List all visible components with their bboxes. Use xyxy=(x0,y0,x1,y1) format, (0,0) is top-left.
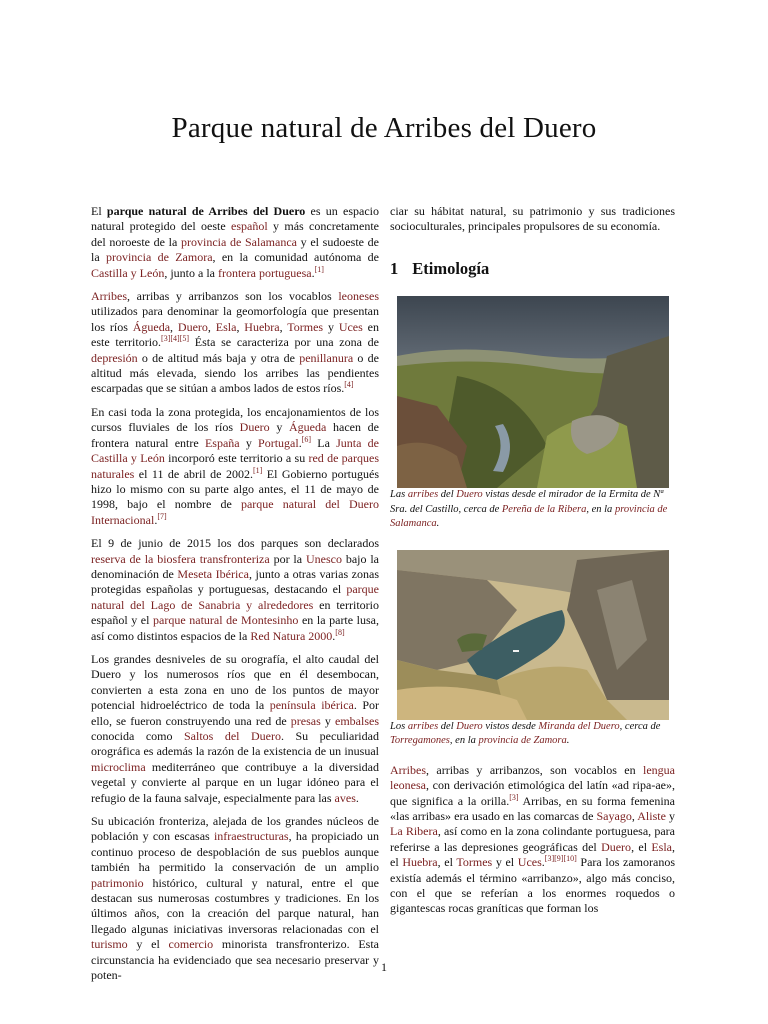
wiki-link[interactable]: microclima xyxy=(91,759,146,774)
wiki-link[interactable]: provincia de Salamanca xyxy=(390,503,668,530)
text-run: , arribas y arribanzos son los vocablos xyxy=(127,289,339,304)
wiki-link[interactable]: Duero xyxy=(239,420,270,435)
text-run: y xyxy=(269,420,290,435)
section-title: Etimología xyxy=(412,258,490,278)
text-run: hacen de frontera natural entre xyxy=(91,420,379,450)
text-run: vistos desde xyxy=(482,720,539,732)
paragraph-etimologia xyxy=(390,763,675,917)
text-run: , junto a la xyxy=(164,265,218,280)
right-column xyxy=(390,204,675,925)
text-run: . Su peculiaridad orográfica es además la razón de la existencia de un inusual xyxy=(91,729,379,759)
wiki-link[interactable]: turismo xyxy=(91,937,128,952)
wiki-link[interactable]: provincia de Salamanca xyxy=(181,234,297,249)
paragraph-biosfera xyxy=(91,536,379,644)
text-run: en territorio español y el xyxy=(91,597,379,628)
text-run: . xyxy=(311,265,315,280)
citation-reference[interactable]: [1] xyxy=(252,465,263,475)
wiki-link[interactable]: Miranda del Duero xyxy=(538,720,620,732)
text-run: El xyxy=(91,204,107,218)
wiki-link[interactable]: parque natural del Duero Internacional xyxy=(91,497,379,527)
text-run: mediterráneo que contribuye a la diversidad vegetal y convierte al parque en un lugar idóneo para el refugio de la fauna salvaje, especialmente para las xyxy=(91,759,379,805)
paragraph-frontera xyxy=(91,405,379,528)
wiki-link[interactable]: arribes xyxy=(407,720,439,732)
text-run: y más concretamente del noroeste de la xyxy=(91,219,379,249)
wiki-link[interactable]: Duero xyxy=(177,319,208,334)
citation-reference[interactable]: [3][9][10] xyxy=(544,854,577,864)
paragraph-orografia xyxy=(91,652,379,806)
wiki-link[interactable]: Tormes xyxy=(287,319,324,334)
wiki-link[interactable]: provincia de Zamora xyxy=(478,735,567,747)
wiki-link[interactable]: Portugal xyxy=(258,435,299,450)
wiki-link[interactable]: Huebra xyxy=(402,855,438,870)
text-run: , xyxy=(279,319,288,334)
wiki-link[interactable]: penillanura xyxy=(299,350,354,365)
text-run: , ha propiciado un continuo proceso de despoblación de sus pueblos aunque también ha permitido la conservación de un amplio xyxy=(91,829,379,875)
wiki-link[interactable]: Uces xyxy=(517,855,542,870)
text-run: , xyxy=(207,319,216,334)
text-run: por la xyxy=(269,551,306,566)
wiki-link[interactable]: Águeda xyxy=(289,420,327,435)
citation-reference[interactable]: [3] xyxy=(509,792,519,802)
text-run: . xyxy=(332,628,336,643)
citation-reference[interactable]: [8] xyxy=(335,627,345,637)
text-run: , en la xyxy=(449,735,479,747)
citation-reference[interactable]: [1] xyxy=(314,264,324,274)
paragraph-arribes xyxy=(91,289,379,397)
paragraph-intro xyxy=(91,204,379,281)
wiki-link[interactable]: Aliste xyxy=(637,808,666,823)
wiki-link[interactable]: reserva de la biosfera transfronteriza xyxy=(91,551,270,566)
wiki-link[interactable]: Uces xyxy=(338,319,363,334)
text-run: . xyxy=(298,435,302,450)
text-run: , en la comunidad autónoma de xyxy=(212,250,379,265)
figure-salamanca xyxy=(390,296,675,532)
wiki-link[interactable]: comercio xyxy=(168,937,214,952)
text-run: y xyxy=(665,808,675,823)
figure-zamora xyxy=(390,550,675,749)
text-run: La xyxy=(311,435,337,450)
wiki-link[interactable]: español xyxy=(231,219,268,234)
text-run: . xyxy=(154,512,158,527)
wiki-link[interactable]: Esla xyxy=(215,319,237,334)
wiki-link[interactable]: Pereña de la Ribera xyxy=(501,503,587,515)
text-run: es un espacio natural protegido del oeste xyxy=(91,204,379,234)
text-run: . xyxy=(566,735,570,747)
text-run: y el xyxy=(492,855,518,870)
text-run: . xyxy=(541,855,545,870)
citation-reference[interactable]: [4] xyxy=(344,380,354,390)
bold-text: parque natural de Arribes del Duero xyxy=(106,204,306,218)
wiki-link[interactable]: Unesco xyxy=(305,551,342,566)
text-run: , así como en la zona colindante portuguesa, para referirse a las depresiones geográficas del xyxy=(390,824,675,854)
figure-caption-salamanca xyxy=(390,488,675,532)
wiki-link[interactable]: Tormes xyxy=(456,855,493,870)
wiki-link[interactable]: Águeda xyxy=(132,319,171,334)
wiki-link[interactable]: leoneses xyxy=(338,289,379,304)
wiki-link[interactable]: Arribes xyxy=(91,289,127,304)
text-run: o de altitud más baja y otra de xyxy=(137,350,300,365)
wiki-link[interactable]: Duero xyxy=(456,489,483,501)
text-run: y xyxy=(320,713,336,728)
text-run: histórico, cultural y natural, entre el que destacan sus numerosas costumbres y tradiciones. En los últimos años, con la creación del parque natural, han llegado algunas iniciativas inversoras relacionadas con el xyxy=(91,875,379,936)
photo-arribes-zamora xyxy=(397,550,669,720)
text-run: del xyxy=(438,720,457,732)
wiki-link[interactable]: red de parques naturales xyxy=(91,451,379,481)
text-run: Los xyxy=(390,720,408,732)
wiki-link[interactable]: Duero xyxy=(456,720,483,732)
wiki-link[interactable]: parque natural del Lago de Sanabria y alrededores xyxy=(91,582,379,612)
text-run: y el sudoeste de la xyxy=(91,234,379,265)
text-run: y el xyxy=(127,937,169,952)
text-run: . xyxy=(436,518,440,530)
wiki-link[interactable]: Sayago xyxy=(596,808,632,823)
text-run: , arribas y arribanzos, son vocablos en xyxy=(426,762,643,777)
wiki-link[interactable]: Torregamones xyxy=(390,735,450,747)
wiki-link[interactable]: Arribes xyxy=(390,762,426,777)
wiki-link[interactable]: Duero xyxy=(601,839,632,854)
left-column xyxy=(91,204,379,992)
wiki-link[interactable]: Saltos del Duero xyxy=(183,729,281,743)
wiki-link[interactable]: Red Natura 2000 xyxy=(250,628,333,643)
text-run: , el xyxy=(631,839,652,854)
text-run: utilizados para denominar la geomorfología que presentan los ríos xyxy=(91,304,379,334)
text-run: , xyxy=(236,319,245,334)
wiki-link[interactable]: aves xyxy=(334,790,356,805)
text-run: minorista transfronterizo. Esta circunstancia ha evidenciado que sea necesario preservar y poten- xyxy=(91,937,379,983)
text-run: , el xyxy=(390,839,675,870)
text-run: , en la xyxy=(586,503,615,515)
text-run: Para los zamoranos existía además el término «arribanzo», algo más conciso, con el que se referían a los enormes roquedos o gigantescas rocas graníticas que forman los xyxy=(390,855,675,916)
page-title: Parque natural de Arribes del Duero xyxy=(171,112,597,144)
wiki-link[interactable]: parque natural de Montesinho xyxy=(153,613,299,628)
text-run: , junto a otras varias zonas protegidas españolas y portuguesas, destacando el xyxy=(91,566,379,597)
wiki-link[interactable]: provincia de Zamora xyxy=(105,250,213,265)
text-run: Arribas, en su forma femenina «las arribas» era usado en las comarcas de xyxy=(390,793,675,823)
text-run: bajo la denominación de xyxy=(91,551,379,581)
wiki-link[interactable]: lengua leonesa xyxy=(390,762,675,793)
text-run: Su ubicación fronteriza, alejada de los grandes núcleos de población y con escasas xyxy=(91,814,379,844)
citation-reference[interactable]: [3][4][5] xyxy=(161,334,190,344)
wiki-link[interactable]: España xyxy=(204,435,240,450)
paragraph-ubicacion xyxy=(91,814,379,983)
figure-caption-zamora xyxy=(390,720,675,749)
text-run: en la parte lusa, así como distintos espacios de la xyxy=(91,613,379,643)
wiki-link[interactable]: depresión xyxy=(91,350,138,365)
citation-reference[interactable]: [6] xyxy=(301,434,312,444)
photo-arribes-salamanca xyxy=(397,296,669,488)
text-run: del xyxy=(438,489,457,501)
wiki-link[interactable]: presas xyxy=(290,713,321,728)
wiki-link[interactable]: península ibérica xyxy=(269,698,354,713)
wiki-link[interactable]: Meseta Ibérica xyxy=(177,566,249,581)
text-run: , xyxy=(170,319,178,334)
wiki-link[interactable]: arribes xyxy=(407,489,439,501)
text-run: , con derivación etimológica del latín «ad ripa-ae», que significa a la orilla. xyxy=(390,778,675,808)
text-run: En casi toda la zona protegida, los encajonamientos de los cursos fluviales de los ríos xyxy=(91,404,379,435)
text-run: en este territorio. xyxy=(91,319,379,350)
section-heading-etimologia xyxy=(390,258,675,278)
text-run: Las xyxy=(390,489,408,501)
text-run: incorporó este territorio a su xyxy=(164,451,309,466)
wiki-link[interactable]: Esla xyxy=(651,839,672,854)
text-run: . Por ello, se fueron construyendo una red de xyxy=(91,698,380,728)
citation-reference[interactable]: [7] xyxy=(157,511,167,521)
wiki-link[interactable]: embalses xyxy=(335,713,380,728)
text-run: Los grandes desniveles de su orografía, el alto caudal del Duero y los numerosos ríos que en él desembocan, convierten a esta zona en uno de los puntos de mayor potencial hidroeléctrico de toda la xyxy=(91,651,379,713)
text-run: , xyxy=(631,808,638,823)
text-run: El Gobierno portugués hizo lo mismo con su parte algo antes, el 11 de mayo de 1998, bajo el nombre de xyxy=(91,466,380,512)
text-run: o de altitud más elevada, siendo los arribes las pendientes escarpadas que se sitúan a ambos lados de estos ríos. xyxy=(91,350,379,396)
text-run: ciar su hábitat natural, su patrimonio y sus tradiciones socioculturales, principales propulsores de su economía. xyxy=(390,204,675,234)
text-run: Ésta se caracteriza por una zona de xyxy=(189,335,379,350)
text-run: , el xyxy=(437,855,457,870)
text-run: vistas desde el mirador de la Ermita de Nª Sra. del Castillo, cerca de xyxy=(390,489,664,515)
section-number: 1 xyxy=(390,258,399,278)
paragraph-continuation xyxy=(390,204,675,235)
wiki-link[interactable]: patrimonio xyxy=(91,875,144,890)
text-run: y xyxy=(323,319,339,334)
text-run: el 11 de abril de 2002. xyxy=(134,466,253,481)
text-run: , cerca de xyxy=(619,720,661,732)
text-run: conocida como xyxy=(91,729,184,743)
wiki-link[interactable]: infraestructuras xyxy=(213,829,289,844)
wiki-link[interactable]: Castilla y León xyxy=(91,265,165,280)
text-run: El 9 de junio de 2015 los dos parques son declarados xyxy=(91,536,379,551)
wiki-link[interactable]: La Ribera xyxy=(390,824,438,839)
text-run: y xyxy=(239,435,259,450)
text-run: . xyxy=(355,790,359,805)
wiki-link[interactable]: Junta de Castilla y León xyxy=(91,435,379,466)
wiki-link[interactable]: Huebra xyxy=(244,319,280,334)
wiki-link[interactable]: frontera portuguesa xyxy=(217,265,312,280)
page-number: 1 xyxy=(381,960,387,974)
